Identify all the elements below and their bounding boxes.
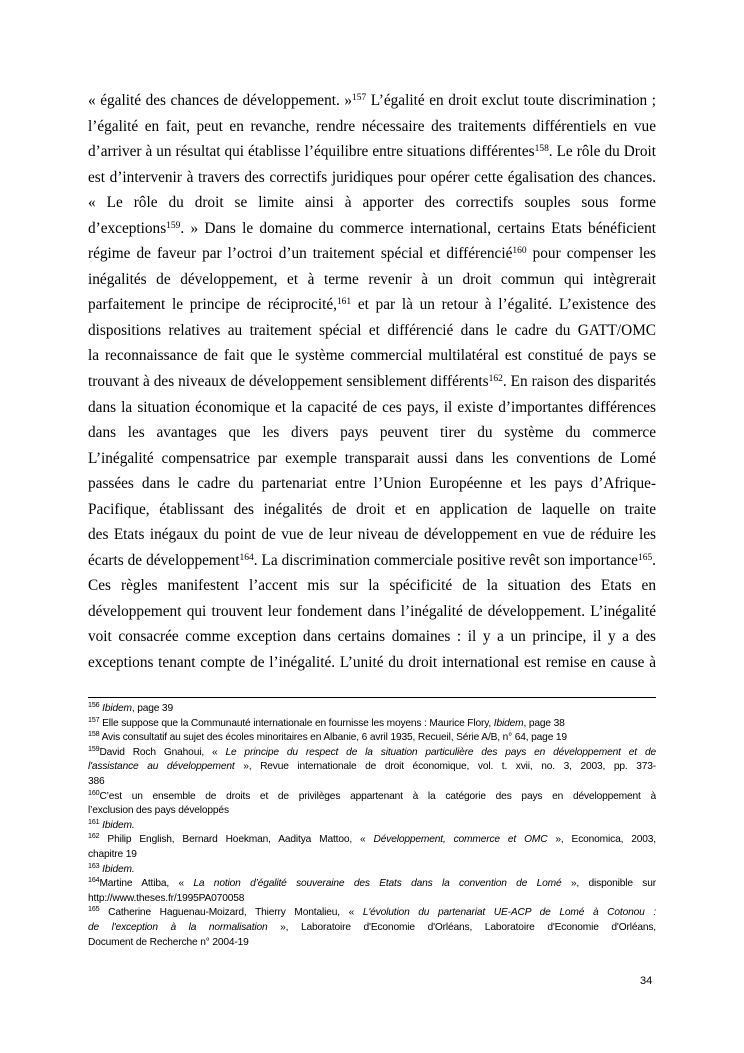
text-segment: Ces règles manifestent l’accent mis sur la spécificité de la situation des Etats en: [88, 577, 656, 595]
text-segment: développement qui trouvent leur fondement dans l’inégalité de développement. L’inégalité: [88, 602, 656, 620]
footnote-line: [88, 717, 656, 732]
text-segment: inégalités de développement, et à terme revenir à un droit commun qui intègrerait: [88, 270, 656, 288]
body-line: [88, 446, 656, 472]
text-segment: l’égalité en fait, peut en revanche, rendre nécessaire des traitements différentiels en vue: [88, 117, 656, 135]
body-line: [88, 190, 656, 216]
footnote-line: [88, 746, 656, 761]
text-segment: Le principe du respect de la situation particulière des pays en développement et de: [225, 746, 656, 758]
body-line: [88, 292, 656, 318]
text-segment: L’inégalité compensatrice par exemple transparait aussi dans les conventions de Lomé: [88, 449, 656, 467]
footnote-ref: 164: [88, 877, 100, 885]
text-segment: passées dans le cadre du partenariat entre l’Union Européenne et les pays d’Afrique-: [88, 475, 656, 493]
footnote-ref: 162: [88, 833, 100, 841]
footnote-line: [88, 877, 656, 892]
text-segment: « Le rôle du droit se limite ainsi à apporter des correctifs souples sous forme: [88, 194, 656, 212]
body-line: [88, 267, 656, 293]
text-segment: La notion d’égalité souveraine des Etats dans la convention de Lomé: [193, 878, 562, 890]
text-segment: L’égalité en droit exclut toute discrimination ;: [366, 92, 656, 109]
text-segment: , page 38: [523, 717, 565, 729]
body-line: [88, 88, 656, 114]
footnote-ref: 159: [166, 220, 181, 231]
footnote-line: [88, 848, 656, 863]
body-text: [88, 88, 656, 676]
text-segment: trouvant à des niveaux de développement sensiblement différents: [88, 373, 489, 391]
text-segment: Philip English, Bernard Hoekman, Aaditya Mattoo, «: [99, 834, 374, 846]
footnote-line: [88, 804, 656, 819]
footnote-ref: 159: [88, 745, 100, 753]
footnotes: [88, 702, 656, 950]
text-segment: . » Dans le domaine du commerce international, certains Etats bénéficient: [180, 219, 656, 237]
body-line: [88, 420, 656, 446]
text-segment: « égalité des chances de développement. »: [88, 92, 353, 109]
body-line: [88, 573, 656, 599]
text-segment: Ibidem.: [102, 863, 135, 875]
text-segment: d’exceptions: [88, 219, 167, 237]
body-line: [88, 318, 656, 344]
footnote-ref: 163: [88, 862, 100, 870]
text-segment: », Revue internationale de droit économique, vol. t. xvii, no. 3, 2003, pp. 373-: [234, 761, 656, 773]
text-segment: Elle suppose que la Communauté internationale en fournisse les moyens : Maurice Flory,: [99, 717, 494, 729]
text-segment: Ibidem: [493, 717, 524, 729]
text-segment: . Le rôle du Droit: [548, 143, 656, 161]
text-segment: de l'exception à la normalisation: [88, 921, 268, 933]
text-segment: 386: [88, 775, 105, 787]
footnote-line: [88, 906, 656, 921]
body-line: [88, 548, 656, 574]
text-segment: C’est un ensemble de droits et de privilèges appartenant à la catégorie des pays en développement à: [99, 790, 656, 802]
text-segment: régime de faveur par l’octroi d’un traitement spécial et différencié: [88, 245, 513, 263]
text-segment: dans la situation économique et la capacité de ces pays, il existe d’importantes différences: [88, 398, 656, 416]
footnote-ref: 156: [88, 702, 100, 710]
footnote-ref: 158: [88, 731, 100, 739]
page-number: 34: [640, 975, 653, 987]
body-line: [88, 624, 656, 650]
text-segment: L'évolution du partenariat UE-ACP de Lomé à Cotonou :: [362, 907, 656, 919]
text-segment: .: [652, 551, 656, 569]
text-segment: l'assistance au développement: [88, 761, 235, 773]
text-segment: », Economica, 2003,: [547, 834, 656, 846]
text-segment: écarts de développement: [88, 551, 240, 569]
text-segment: , page 39: [131, 703, 173, 714]
footnote-ref: 161: [88, 818, 100, 826]
footnote-line: [88, 775, 656, 790]
text-segment: est d’intervenir à travers des correctifs juridiques pour opérer cette égalisation des chances.: [88, 168, 656, 186]
text-segment: des Etats inégaux du point de vue de leur niveau de développement en vue de réduire les: [88, 526, 656, 544]
body-line: [88, 139, 656, 165]
footnote-ref: 165: [88, 906, 100, 914]
text-segment: d’arriver à un résultat qui établisse l’équilibre entre situations différentes: [88, 143, 535, 161]
footnote-ref: 157: [352, 92, 367, 103]
body-line: [88, 216, 656, 242]
text-segment: Document de Recherche n° 2004-19: [88, 936, 249, 948]
text-segment: Avis consultatif au sujet des écoles minoritaires en Albanie, 6 avril 1935, Recueil, Série A/B, n° 64, page 19: [99, 732, 567, 744]
body-line: [88, 165, 656, 191]
text-segment: Martine Attiba, «: [99, 878, 194, 890]
footnote-ref: 157: [88, 716, 100, 724]
footnote-line: [88, 921, 656, 936]
footnote-ref: 164: [239, 552, 254, 563]
body-line: [88, 650, 656, 676]
footnote-line: [88, 731, 656, 746]
body-line: [88, 395, 656, 421]
body-line: [88, 241, 656, 267]
body-line: [88, 369, 656, 395]
text-segment: . La discrimination commerciale positive revêt son importance: [253, 551, 638, 569]
footnote-ref: 160: [88, 789, 100, 797]
footnote-ref: 162: [488, 373, 503, 384]
footnote-line: [88, 936, 656, 951]
footnote-ref: 161: [336, 297, 352, 308]
text-segment: Développement, commerce et OMC: [373, 834, 548, 846]
body-line: [88, 114, 656, 140]
footnote-line: [88, 892, 656, 907]
footnote-line: [88, 760, 656, 775]
footnote-ref: 165: [637, 552, 653, 563]
footnote-line: [88, 863, 656, 878]
text-segment: », disponible sur: [561, 878, 656, 890]
text-segment: », Laboratoire d'Economie d'Orléans, Laboratoire d'Economie d'Orléans,: [267, 921, 656, 933]
text-segment: et par là un retour à l’égalité. L’existence des: [351, 296, 656, 314]
text-segment: dispositions relatives au traitement spécial et différencié dans le cadre du GATT/OMC: [88, 321, 656, 339]
text-segment: l’exclusion des pays développés: [88, 805, 229, 817]
body-line: [88, 522, 656, 548]
footnote-line: [88, 790, 656, 805]
footnote-line: [88, 819, 656, 834]
footnote-line: [88, 702, 656, 717]
text-segment: exceptions tenant compte de l’inégalité. L’unité du droit international est remise en cause à: [88, 654, 656, 672]
text-segment: Pacifique, établissant des inégalités de droit et en application de laquelle on traite: [88, 500, 656, 518]
text-segment: Ibidem.: [102, 819, 135, 831]
text-segment: Ibidem: [102, 703, 132, 714]
body-line: [88, 599, 656, 625]
text-segment: chapitre 19: [88, 848, 137, 860]
body-line: [88, 497, 656, 523]
text-segment: David Roch Gnahoui, «: [99, 746, 226, 758]
text-segment: Catherine Haguenau-Moizard, Thierry Montalieu, «: [99, 907, 363, 919]
text-segment: voit consacrée comme exception dans certains domaines : il y a un principe, il y a des: [88, 628, 656, 646]
text-segment: la reconnaissance de fait que le système commercial multilatéral est constitué de pays se: [88, 347, 656, 365]
footnote-divider: [88, 697, 656, 698]
text-segment: parfaitement le principe de réciprocité,: [88, 296, 337, 314]
text-segment: http://www.theses.fr/1995PA070058: [88, 892, 245, 904]
body-line: [88, 471, 656, 497]
body-line: [88, 343, 656, 369]
text-segment: pour compenser les: [526, 245, 656, 263]
footnote-ref: 160: [512, 246, 527, 257]
text-segment: dans les avantages que les divers pays peuvent tirer du système du commerce: [88, 424, 656, 442]
text-segment: . En raison des disparités: [502, 373, 656, 391]
footnote-line: [88, 833, 656, 848]
footnote-ref: 158: [534, 143, 549, 154]
